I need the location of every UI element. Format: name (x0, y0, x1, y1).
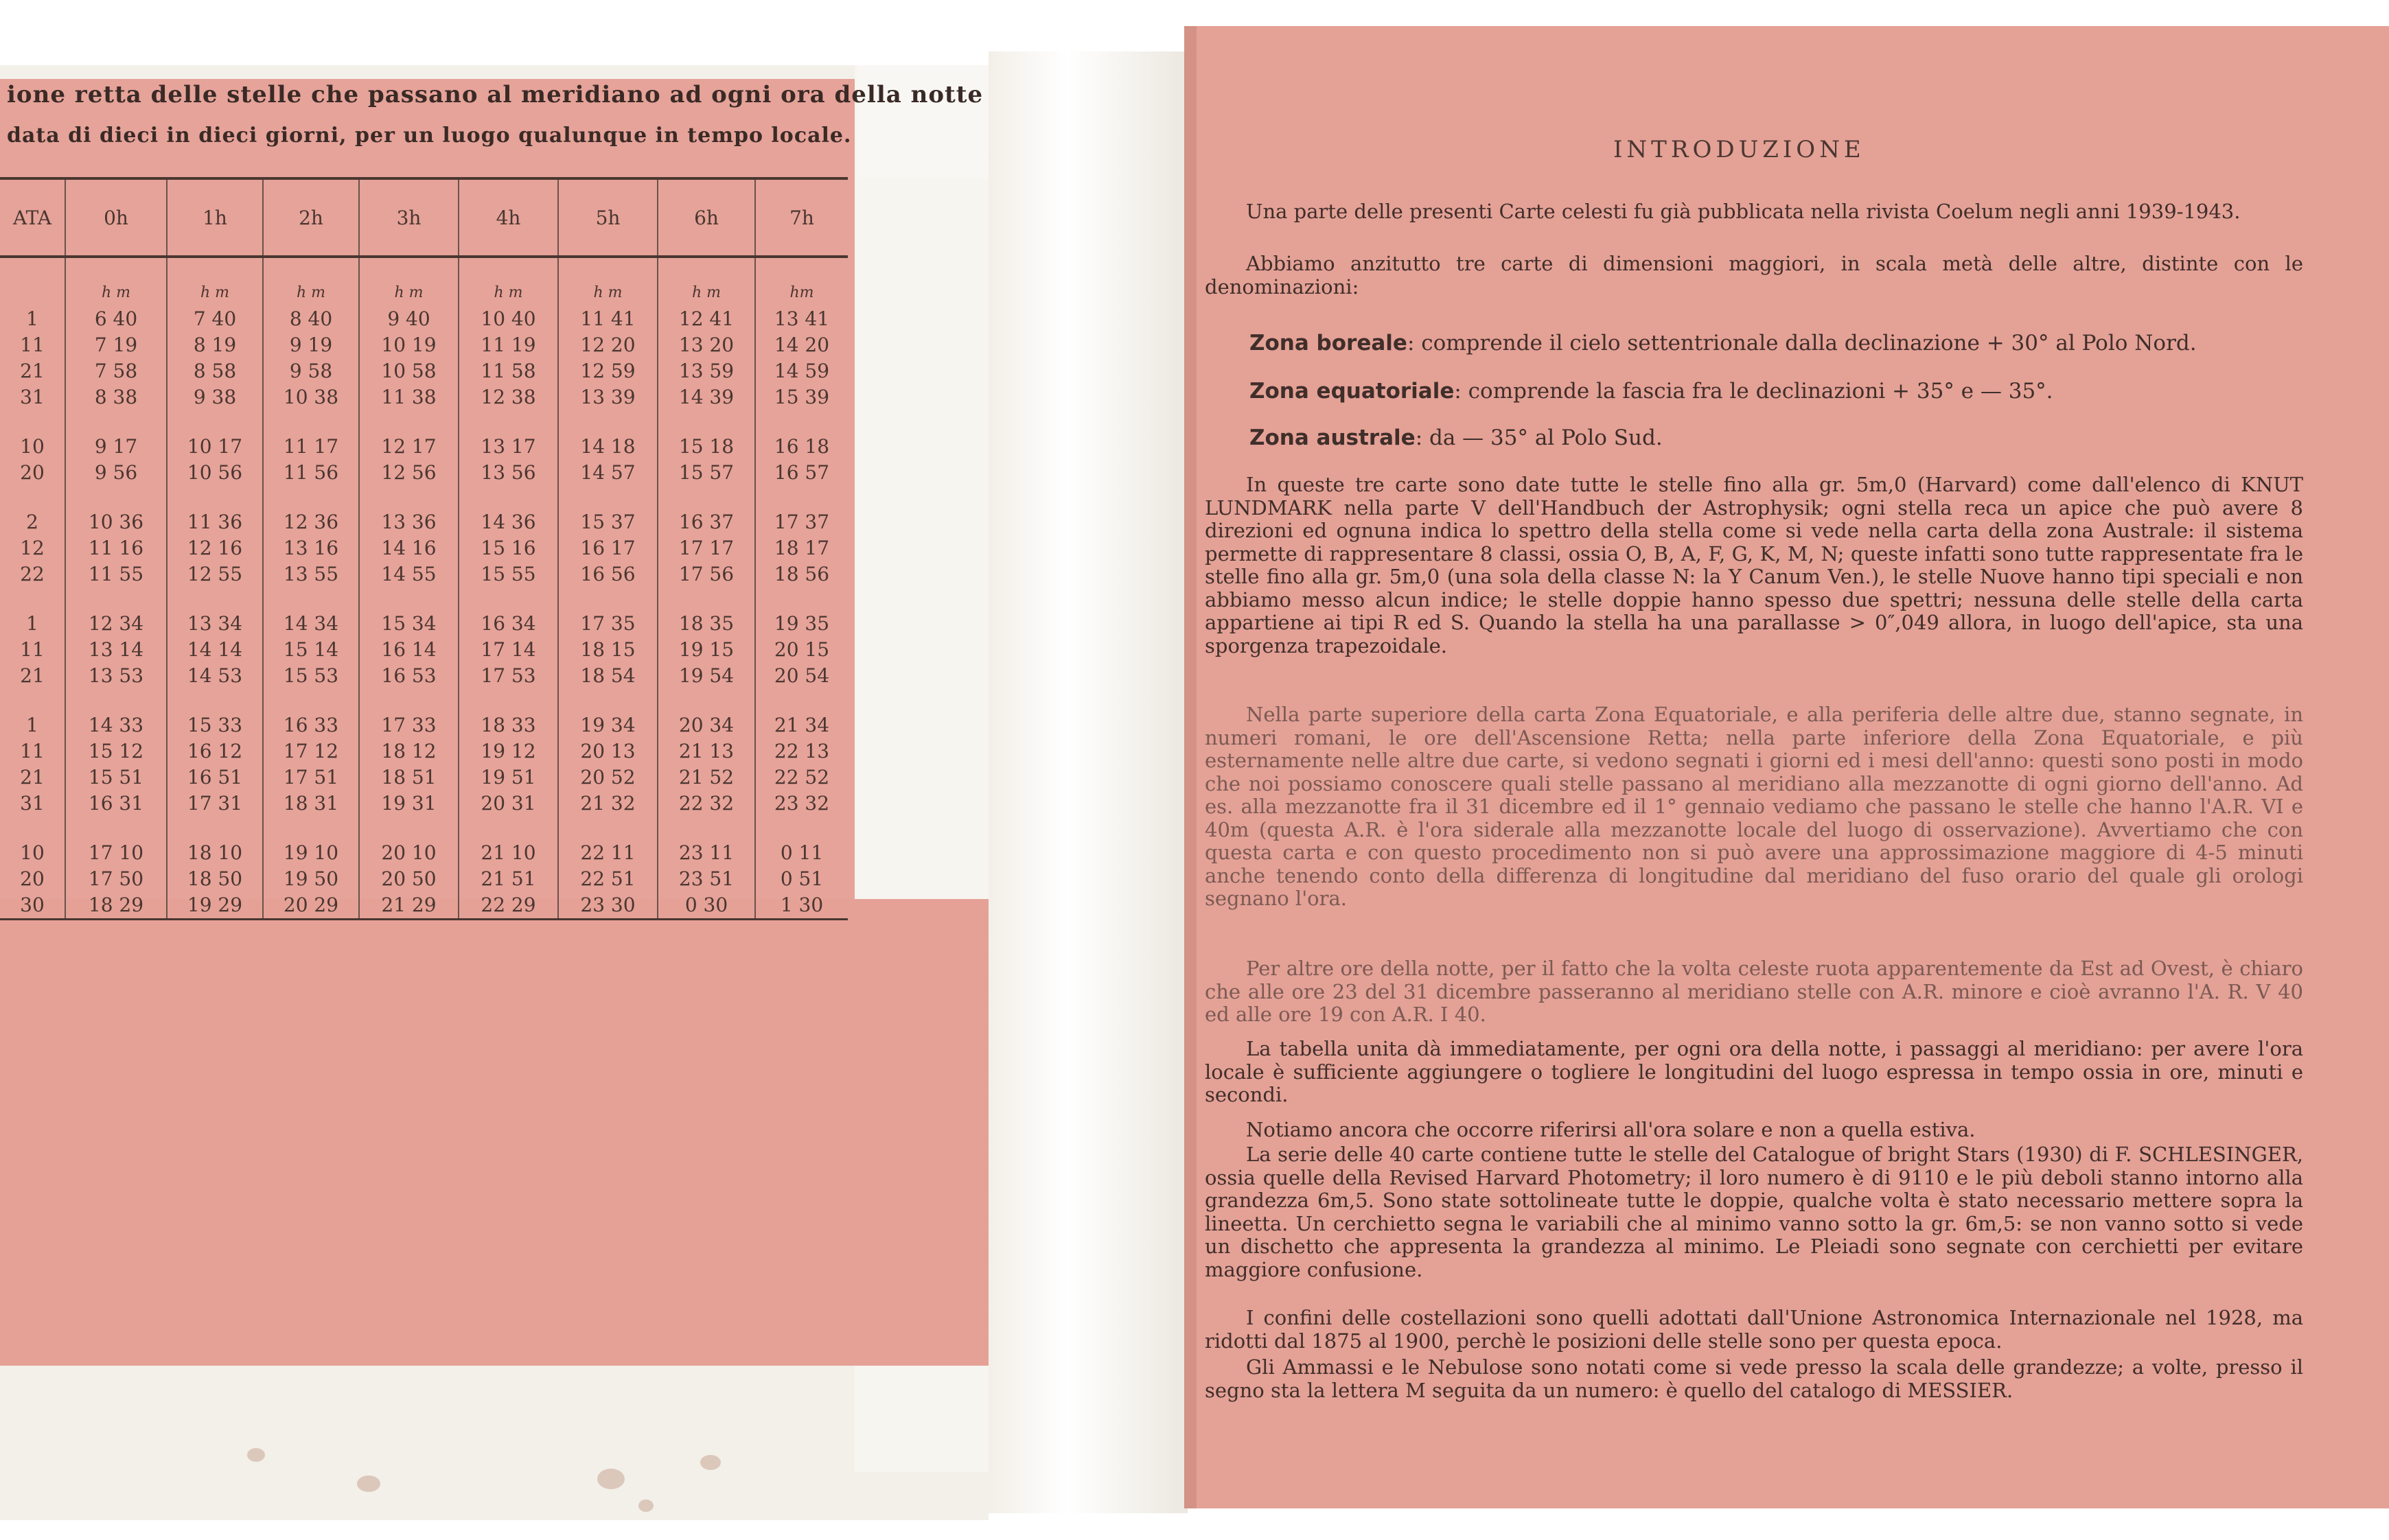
time-cell: 22 29 (459, 892, 558, 920)
time-cell: 13 55 (263, 561, 359, 587)
time-cell: 18 56 (755, 561, 848, 587)
group-spacer (0, 689, 848, 712)
time-cell: 12 38 (459, 384, 558, 410)
time-cell: 19 15 (658, 637, 755, 663)
time-cell: 16 53 (359, 663, 459, 689)
table-row (0, 712, 848, 738)
column-header: 1h (167, 178, 263, 257)
time-cell: 9 38 (167, 384, 263, 410)
time-cell: 10 38 (263, 384, 359, 410)
table-row (0, 892, 848, 920)
unit-cell: h m (263, 257, 359, 306)
time-cell: 12 20 (558, 332, 658, 358)
time-cell: 18 15 (558, 637, 658, 663)
time-cell: 17 10 (65, 840, 167, 866)
time-cell: 20 34 (658, 712, 755, 738)
time-cell: 15 16 (459, 535, 558, 561)
group-spacer (0, 486, 848, 509)
spacer-cell (167, 587, 263, 611)
intro-paragraph-2: Abbiamo anzitutto tre carte di dimensioni maggiori, in scala metà delle altre, distinte con le denominazioni: (1205, 252, 2303, 299)
time-cell: 15 18 (658, 434, 755, 460)
time-cell: 23 11 (658, 840, 755, 866)
time-cell: 17 31 (167, 791, 263, 817)
date-cell: 11 (20, 334, 45, 356)
column-header: 5h (558, 178, 658, 257)
unit-cell: h m (359, 257, 459, 306)
table-row (0, 460, 848, 486)
time-cell: 12 36 (263, 509, 359, 535)
time-cell: 16 14 (359, 637, 459, 663)
time-cell: 18 51 (359, 765, 459, 791)
time-cell: 8 19 (167, 332, 263, 358)
zone-boreale-line (1249, 331, 2197, 355)
time-cell: 16 18 (755, 434, 848, 460)
time-cell: 12 41 (658, 306, 755, 332)
table-row (0, 535, 848, 561)
time-cell: 16 33 (263, 712, 359, 738)
time-cell: 19 50 (263, 866, 359, 892)
time-cell: 17 53 (459, 663, 558, 689)
column-header: 2h (263, 178, 359, 257)
time-cell: 20 52 (558, 765, 658, 791)
time-cell: 17 33 (359, 712, 459, 738)
time-cell: 18 12 (359, 738, 459, 765)
time-cell: 15 55 (459, 561, 558, 587)
date-cell: 31 (20, 792, 45, 815)
column-header: 3h (359, 178, 459, 257)
column-header: 0h (65, 178, 167, 257)
spacer-cell (0, 410, 65, 434)
time-cell: 12 17 (359, 434, 459, 460)
time-cell: 19 12 (459, 738, 558, 765)
time-cell: 16 31 (65, 791, 167, 817)
table-row (0, 358, 848, 384)
table-body (0, 257, 848, 920)
time-cell: 14 34 (263, 611, 359, 637)
date-cell: 1 (26, 307, 38, 330)
time-cell: 17 50 (65, 866, 167, 892)
time-cell: 15 53 (263, 663, 359, 689)
date-cell: 12 (20, 537, 45, 559)
spacer-cell (755, 817, 848, 840)
time-cell: 20 15 (755, 637, 848, 663)
time-cell: 22 51 (558, 866, 658, 892)
table-row (0, 561, 848, 587)
time-cell: 17 51 (263, 765, 359, 791)
date-cell: 10 (20, 435, 45, 458)
spacer-cell (167, 689, 263, 712)
time-cell: 22 13 (755, 738, 848, 765)
time-cell: 14 57 (558, 460, 658, 486)
time-cell: 13 41 (755, 306, 848, 332)
time-cell: 19 31 (359, 791, 459, 817)
time-cell: 10 36 (65, 509, 167, 535)
table-row (0, 840, 848, 866)
time-cell: 8 40 (263, 306, 359, 332)
time-cell: 8 58 (167, 358, 263, 384)
spacer-cell (459, 689, 558, 712)
time-cell: 1 30 (755, 892, 848, 920)
spacer-cell (558, 410, 658, 434)
unit-cell: h m (65, 257, 167, 306)
time-cell: 21 13 (658, 738, 755, 765)
column-header: 7h (755, 178, 848, 257)
time-cell: 16 37 (658, 509, 755, 535)
time-cell: 14 18 (558, 434, 658, 460)
intro-paragraph-10: Gli Ammassi e le Nebulose sono notati come si vede presso la scala delle grandezze; a volte, presso il segno sta la lettera M seguita da un numero: è quello del catalogo di MESSIER. (1205, 1355, 2303, 1402)
time-cell: 14 53 (167, 663, 263, 689)
time-cell: 20 31 (459, 791, 558, 817)
date-cell: 21 (20, 766, 45, 789)
time-cell: 21 34 (755, 712, 848, 738)
zone-name: Zona australe (1249, 425, 1416, 450)
spacer-cell (658, 486, 755, 509)
table-row (0, 509, 848, 535)
zone-description: : comprende la fascia fra le declinazioni + 35° e — 35°. (1454, 379, 2053, 404)
meridian-passage-table (0, 177, 848, 920)
spacer-cell (167, 817, 263, 840)
spacer-cell (167, 486, 263, 509)
time-cell: 0 51 (755, 866, 848, 892)
table-row (0, 306, 848, 332)
spacer-cell (263, 486, 359, 509)
spacer-cell (558, 486, 658, 509)
time-cell: 7 58 (65, 358, 167, 384)
table-row (0, 332, 848, 358)
time-cell: 10 58 (359, 358, 459, 384)
time-cell: 17 12 (263, 738, 359, 765)
zone-name: Zona equatoriale (1249, 379, 1455, 404)
zone-australe-line (1249, 425, 1663, 450)
column-header: ATA (0, 178, 65, 257)
time-cell: 11 36 (167, 509, 263, 535)
time-cell: 0 30 (658, 892, 755, 920)
time-cell: 22 11 (558, 840, 658, 866)
unit-cell: h m (558, 257, 658, 306)
time-cell: 14 55 (359, 561, 459, 587)
time-cell: 21 29 (359, 892, 459, 920)
spacer-cell (65, 817, 167, 840)
time-cell: 20 13 (558, 738, 658, 765)
paper-stain (247, 1448, 265, 1462)
time-cell: 13 17 (459, 434, 558, 460)
date-cell: 2 (26, 511, 38, 533)
time-cell: 10 19 (359, 332, 459, 358)
time-cell: 9 56 (65, 460, 167, 486)
time-cell: 17 17 (658, 535, 755, 561)
spacer-cell (0, 817, 65, 840)
group-spacer (0, 817, 848, 840)
time-cell: 18 54 (558, 663, 658, 689)
spacer-cell (755, 410, 848, 434)
time-cell: 9 17 (65, 434, 167, 460)
time-cell: 10 56 (167, 460, 263, 486)
spacer-cell (263, 689, 359, 712)
paper-stain (700, 1455, 721, 1470)
page-title: INTRODUZIONE (1613, 136, 1865, 163)
time-cell: 17 56 (658, 561, 755, 587)
time-cell: 12 59 (558, 358, 658, 384)
unit-row (0, 257, 848, 306)
date-cell: 20 (20, 461, 45, 484)
zone-description: : comprende il cielo settentrionale dalla declinazione + 30° al Polo Nord. (1407, 331, 2197, 355)
group-spacer (0, 587, 848, 611)
time-cell: 17 37 (755, 509, 848, 535)
spacer-cell (263, 410, 359, 434)
time-cell: 8 38 (65, 384, 167, 410)
table-header-row (0, 178, 848, 257)
time-cell: 20 29 (263, 892, 359, 920)
time-cell: 18 50 (167, 866, 263, 892)
zone-name: Zona boreale (1249, 331, 1407, 355)
spacer-cell (359, 410, 459, 434)
spacer-cell (459, 587, 558, 611)
time-cell: 16 56 (558, 561, 658, 587)
time-cell: 19 35 (755, 611, 848, 637)
intro-paragraph-9: I confini delle costellazioni sono quelli adottati dall'Unione Astronomica Internazionale nel 1928, ma ridotti dal 1875 al 1900, perchè le posizioni delle stelle sono per questa epoca. (1205, 1306, 2303, 1353)
spacer-cell (755, 689, 848, 712)
time-cell: 18 35 (658, 611, 755, 637)
spacer-cell (359, 587, 459, 611)
spacer-cell (558, 587, 658, 611)
zone-description: : da — 35° al Polo Sud. (1415, 425, 1663, 450)
time-cell: 9 19 (263, 332, 359, 358)
spacer-cell (558, 817, 658, 840)
time-cell: 14 16 (359, 535, 459, 561)
time-cell: 15 51 (65, 765, 167, 791)
time-cell: 15 34 (359, 611, 459, 637)
time-cell: 15 12 (65, 738, 167, 765)
intro-paragraph-6: La tabella unita dà immediatamente, per ogni ora della notte, i passaggi al meridiano: per avere l'ora locale è sufficiente aggiungere o togliere le longitudini del luogo espressa in tempo ossia in ore, minuti e secondi. (1205, 1037, 2303, 1106)
time-cell: 21 10 (459, 840, 558, 866)
time-cell: 14 59 (755, 358, 848, 384)
table-row (0, 866, 848, 892)
intro-paragraph-4: Nella parte superiore della carta Zona Equatoriale, e alla periferia delle altre due, stanno segnate, in numeri romani, le ore dell'Ascensione Retta; nella parte inferiore della Zona Equatoriale, e più esternamente nelle altre due carte, si vedono segnati i giorni ed i mesi dell'anno: questi sono posti in modo che noi possiamo conoscere quali stelle passano al meridiano alla mezzanotte di ogni giorno dell'anno. Ad es. alla mezzanotte fra il 31 dicembre ed il 1° gennaio vediamo che passano le stelle che hanno l'A.R. VI e 40m (questa A.R. è l'ora siderale alla mezzanotte locale del luogo di osservazione). Avvertiamo che con questa carta e con questo procedimento non si può avere una approssimazione maggiore di 4-5 minuti anche tenendo conto della differenza di longitudine dal meridiano del fuso orario del quale gli orologi segnano l'ora. (1205, 703, 2303, 910)
intro-paragraph-3: In queste tre carte sono date tutte le stelle fino alla gr. 5m,0 (Harvard) come dall'elenco di KNUT LUNDMARK nella parte V dell'Handbuch der Astrophysik; ogni stella reca un apice che può avere 8 direzioni ed ognuna indica lo spettro della stella come si vede nella carta della zona Australe: il sistema permette di rappresentare 8 classi, ossia O, B, A, F, G, K, M, N; queste infatti sono tutte rappresentate fra le stelle fino alla gr. 5m,0 (una sola della classe N: la Y Canum Ven.), le stelle Nuove hanno tipi speciali e non abbiamo messo alcun indice; le stelle doppie hanno spesso due spettri; nessuna delle stelle della carta appartiene ai tipi R ed S. Quando la stella ha una parallasse > 0″,049 allora, in luogo dell'apice, sta una sporgenza trapezoidale. (1205, 473, 2303, 657)
time-cell: 11 58 (459, 358, 558, 384)
time-cell: 11 55 (65, 561, 167, 587)
time-cell: 14 39 (658, 384, 755, 410)
time-cell: 19 54 (658, 663, 755, 689)
date-cell: 10 (20, 841, 45, 864)
time-cell: 13 53 (65, 663, 167, 689)
time-cell: 13 14 (65, 637, 167, 663)
time-cell: 19 34 (558, 712, 658, 738)
time-cell: 15 14 (263, 637, 359, 663)
spacer-cell (459, 410, 558, 434)
time-cell: 10 40 (459, 306, 558, 332)
spacer-cell (459, 486, 558, 509)
time-cell: 16 17 (558, 535, 658, 561)
date-cell: 11 (20, 740, 45, 762)
time-cell: 17 14 (459, 637, 558, 663)
time-cell: 20 54 (755, 663, 848, 689)
time-cell: 11 38 (359, 384, 459, 410)
time-cell: 20 50 (359, 866, 459, 892)
time-cell: 11 17 (263, 434, 359, 460)
time-cell: 15 37 (558, 509, 658, 535)
time-cell: 20 10 (359, 840, 459, 866)
time-cell: 16 12 (167, 738, 263, 765)
time-cell: 16 57 (755, 460, 848, 486)
time-cell: 23 30 (558, 892, 658, 920)
time-cell: 19 10 (263, 840, 359, 866)
spacer-cell (65, 410, 167, 434)
date-cell: 31 (20, 386, 45, 408)
column-header: 4h (459, 178, 558, 257)
time-cell: 9 40 (359, 306, 459, 332)
time-cell: 13 39 (558, 384, 658, 410)
intro-paragraph-5: Per altre ore della notte, per il fatto che la volta celeste ruota apparentemente da Est ad Ovest, è chiaro che alle ore 23 del 31 dicembre passeranno al meridiano stelle con A.R. minore e cioè avranno l'A. R. V 40 ed alle ore 19 con A.R. I 40. (1205, 957, 2303, 1026)
time-cell: 21 51 (459, 866, 558, 892)
time-cell: 16 34 (459, 611, 558, 637)
time-cell: 11 19 (459, 332, 558, 358)
spacer-cell (0, 587, 65, 611)
unit-cell (0, 257, 65, 306)
spacer-cell (359, 817, 459, 840)
unit-cell: h m (658, 257, 755, 306)
time-cell: 13 56 (459, 460, 558, 486)
time-cell: 13 16 (263, 535, 359, 561)
time-cell: 23 51 (658, 866, 755, 892)
spacer-cell (459, 817, 558, 840)
time-cell: 11 41 (558, 306, 658, 332)
unit-cell: h m (459, 257, 558, 306)
time-cell: 16 51 (167, 765, 263, 791)
time-cell: 18 10 (167, 840, 263, 866)
time-cell: 11 16 (65, 535, 167, 561)
spacer-cell (658, 587, 755, 611)
time-cell: 22 32 (658, 791, 755, 817)
date-cell: 30 (0, 892, 65, 920)
time-cell: 14 33 (65, 712, 167, 738)
time-cell: 21 52 (658, 765, 755, 791)
time-cell: 13 59 (658, 358, 755, 384)
time-cell: 19 29 (167, 892, 263, 920)
spacer-cell (658, 410, 755, 434)
spacer-cell (167, 410, 263, 434)
time-cell: 12 34 (65, 611, 167, 637)
table-title-line2: data di dieci in dieci giorni, per un luogo qualunque in tempo locale. (7, 124, 852, 148)
table-row (0, 765, 848, 791)
time-cell: 14 36 (459, 509, 558, 535)
time-cell: 12 16 (167, 535, 263, 561)
date-cell: 1 (26, 612, 38, 635)
spacer-cell (0, 689, 65, 712)
unit-cell: h m (167, 257, 263, 306)
date-cell: 22 (20, 563, 45, 585)
date-cell: 21 (20, 360, 45, 382)
column-header: 6h (658, 178, 755, 257)
spacer-cell (755, 486, 848, 509)
time-cell: 10 17 (167, 434, 263, 460)
intro-paragraph-1: Una parte delle presenti Carte celesti fu già pubblicata nella rivista Coelum negli anni 1939-1943. (1246, 200, 2241, 223)
book-spine (989, 51, 1188, 1513)
table-title-line1: ione retta delle stelle che passano al meridiano ad ogni ora della notte (7, 81, 984, 108)
time-cell: 13 36 (359, 509, 459, 535)
time-cell: 17 35 (558, 611, 658, 637)
time-cell: 18 17 (755, 535, 848, 561)
date-cell: 1 (26, 714, 38, 736)
time-cell: 7 19 (65, 332, 167, 358)
table-row (0, 637, 848, 663)
spacer-cell (65, 486, 167, 509)
paper-stain (357, 1475, 380, 1492)
left-pink-insert-bottom (0, 899, 1092, 1366)
time-cell: 14 14 (167, 637, 263, 663)
time-cell: 11 56 (263, 460, 359, 486)
time-cell: 13 20 (658, 332, 755, 358)
time-cell: 9 58 (263, 358, 359, 384)
time-cell: 13 34 (167, 611, 263, 637)
time-cell: 18 29 (65, 892, 167, 920)
group-spacer (0, 410, 848, 434)
time-cell: 15 57 (658, 460, 755, 486)
time-cell: 23 32 (755, 791, 848, 817)
time-cell: 22 52 (755, 765, 848, 791)
table-row (0, 384, 848, 410)
spacer-cell (359, 486, 459, 509)
spacer-cell (658, 817, 755, 840)
intro-paragraph-7: Notiamo ancora che occorre riferirsi all'ora solare e non a quella estiva. (1246, 1118, 1976, 1141)
unit-cell: hm (755, 257, 848, 306)
time-cell: 14 20 (755, 332, 848, 358)
time-cell: 19 51 (459, 765, 558, 791)
spacer-cell (0, 486, 65, 509)
spacer-cell (755, 587, 848, 611)
paper-stain (638, 1500, 654, 1512)
table-row (0, 611, 848, 637)
right-page-edge (1184, 26, 1197, 1508)
paper-stain (597, 1469, 625, 1489)
spacer-cell (263, 817, 359, 840)
time-cell: 0 11 (755, 840, 848, 866)
time-cell: 12 55 (167, 561, 263, 587)
time-cell: 7 40 (167, 306, 263, 332)
table-row (0, 663, 848, 689)
time-cell: 12 56 (359, 460, 459, 486)
time-cell: 18 31 (263, 791, 359, 817)
intro-paragraph-8: La serie delle 40 carte contiene tutte le stelle del Catalogue of bright Stars (1930) di F. SCHLESINGER, ossia quelle della Revised Harvard Photometry; il loro numero è di 9110 e le più deboli stanno intorno alla grandezza 6m,5. Sono state sottolineate tutte le doppie, qualche volta è stato necessario mettere sopra la lineetta. Un cerchietto segna le variabili che al minimo vanno sotto la gr. 6m,5: se non vanno sotto si vede un dischetto che appresenta la grandezza al minimo. Le Pleiadi sono segnate con cerchietti per evitare maggiore confusione. (1205, 1143, 2303, 1281)
table-row (0, 434, 848, 460)
table-row (0, 738, 848, 765)
spacer-cell (65, 587, 167, 611)
spacer-cell (558, 689, 658, 712)
date-cell: 21 (20, 664, 45, 687)
spacer-cell (263, 587, 359, 611)
spacer-cell (658, 689, 755, 712)
zone-equatoriale-line (1249, 379, 2053, 404)
time-cell: 15 33 (167, 712, 263, 738)
table-row (0, 791, 848, 817)
time-cell: 18 33 (459, 712, 558, 738)
date-cell: 11 (20, 638, 45, 661)
time-cell: 15 39 (755, 384, 848, 410)
spacer-cell (65, 689, 167, 712)
time-cell: 6 40 (65, 306, 167, 332)
spacer-cell (359, 689, 459, 712)
date-cell: 20 (20, 867, 45, 890)
time-cell: 21 32 (558, 791, 658, 817)
